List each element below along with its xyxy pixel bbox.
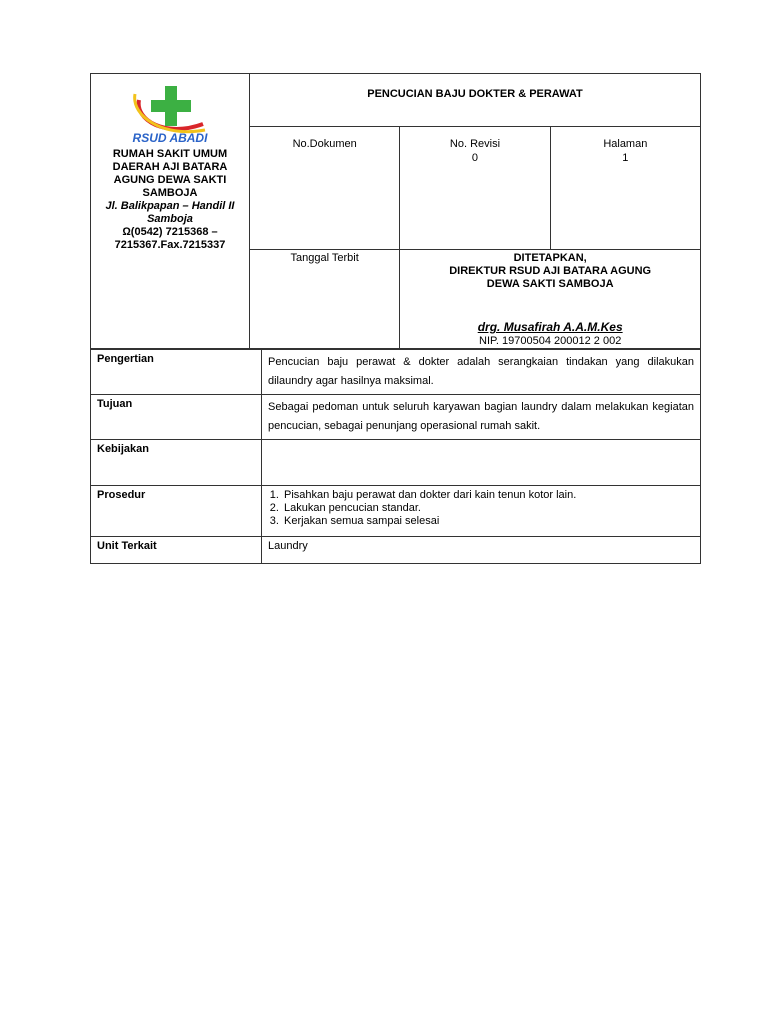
tujuan-text: Sebagai pedoman untuk seluruh karyawan bagian laundry dalam melakukan kegiatan pencucian, sebagai penunjang operasional rumah sakit. (262, 395, 701, 440)
prosedur-list (268, 489, 694, 528)
unit-terkait-label: Unit Terkait (91, 537, 262, 564)
pengertian-text: Pencucian baju perawat & dokter adalah serangkaian tindakan yang dilakukan dilaundry agar hasilnya maksimal. (262, 350, 701, 395)
list-item: 1. Pisahkan baju perawat dan dokter dari kain tenun kotor lain. (282, 489, 694, 502)
header-table (90, 73, 701, 349)
no-revisi-value: 0 (471, 152, 479, 164)
no-dokumen-label: No.Dokumen (292, 138, 357, 150)
kebijakan-label: Kebijakan (91, 440, 262, 486)
list-item: 2. Lakukan pencucian standar. (282, 502, 694, 515)
kebijakan-text (262, 440, 701, 486)
hospital-name: RUMAH SAKIT UMUM DAERAH AJI BATARA AGUNG DEWA SAKTI SAMBOJA (112, 148, 228, 199)
no-revisi-cell (400, 127, 550, 250)
list-item: 3. Kerjakan semua sampai selesai (282, 515, 694, 528)
hospital-phone: Ω(0542) 7215368 – 7215367.Fax.7215337 (114, 226, 226, 251)
signatory-name: drg. Musafirah A.A.M.Kes (477, 320, 623, 334)
prosedur-steps (262, 486, 701, 537)
hospital-address: Jl. Balikpapan – Handil II Samboja (105, 200, 235, 225)
hospital-logo-icon (125, 80, 215, 144)
document-title: PENCUCIAN BAJU DOKTER & PERAWAT (250, 74, 701, 127)
logo-cell (91, 74, 250, 349)
ditetapkan-cell (400, 250, 701, 349)
signatory-nip: NIP. 19700504 200012 2 002 (479, 335, 622, 347)
sop-document (90, 73, 701, 564)
tanggal-terbit: Tanggal Terbit (250, 250, 400, 349)
content-table (90, 349, 701, 564)
halaman-value: 1 (622, 152, 629, 164)
halaman-cell (550, 127, 700, 250)
no-revisi-label: No. Revisi (449, 138, 501, 150)
direktur-title: DIREKTUR RSUD AJI BATARA AGUNG DEWA SAKTI SAMBOJA (449, 265, 652, 290)
tujuan-label: Tujuan (91, 395, 262, 440)
ditetapkan-label: DITETAPKAN, (513, 252, 587, 264)
no-dokumen-cell (250, 127, 400, 250)
halaman-label: Halaman (603, 138, 648, 150)
pengertian-label: Pengertian (91, 350, 262, 395)
unit-terkait-text: Laundry (262, 537, 701, 564)
prosedur-label: Prosedur (91, 486, 262, 537)
svg-text:RSUD ABADI: RSUD ABADI (132, 131, 208, 144)
